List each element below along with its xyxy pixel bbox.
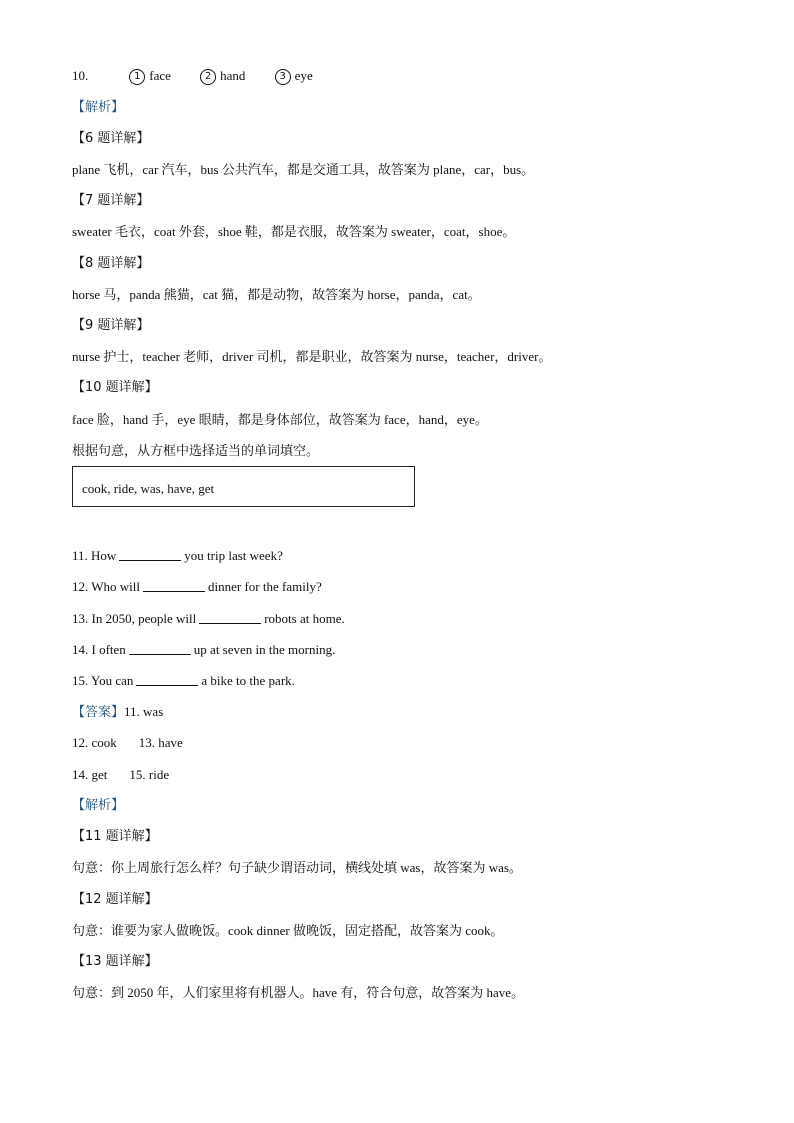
detail-text-10: face 脸，hand 手，eye 眼睛，都是身体部位，故答案为 face，hand，eye。 [72,412,488,427]
detail-text-6: plane 飞机，car 汽车，bus 公共汽车，都是交通工具，故答案为 plane，car，bus。 [72,162,535,177]
q10-option-1-text: face [149,68,171,83]
q10-option-1 [129,67,171,85]
question-13-after: robots at home. [264,611,345,626]
answer-line-2 [72,734,183,752]
question-15-after: a bike to the park. [201,673,295,688]
question-11-before: 11. How [72,548,117,563]
question-12-before: 12. Who will [72,579,141,594]
answer-blank [129,642,191,655]
detail-text-13: 句意：到 2050 年，人们家里将有机器人。have 有，符合句意，故答案为 have。 [72,985,525,1000]
answer-15: 15. ride [129,767,170,782]
q10-option-3 [275,67,313,85]
detail-heading-13: 【13 题详解】 [72,954,158,969]
detail-heading-6: 【6 题详解】 [72,131,150,146]
q10-number: 10. [72,68,89,83]
detail-heading-11: 【11 题详解】 [72,829,158,844]
question-13-before: 13. In 2050, people will [72,611,197,626]
analysis-label-1: 【解析】 [72,100,125,115]
answer-11: 11. was [124,704,164,719]
question-13 [72,610,345,628]
question-12 [72,578,322,596]
question-15-before: 15. You can [72,673,134,688]
analysis-label-2: 【解析】 [72,798,125,813]
circled-number-icon: 3 [275,69,291,85]
answer-label: 【答案】 [72,705,125,720]
answer-14: 14. get [72,767,108,782]
detail-text-8: horse 马，panda 熊猫，cat 猫，都是动物，故答案为 horse，panda，cat。 [72,287,481,302]
question-14 [72,641,335,659]
word-box [72,466,415,507]
question-11 [72,547,283,565]
question-12-after: dinner for the family? [208,579,322,594]
answer-blank [143,579,205,592]
detail-heading-8: 【8 题详解】 [72,256,150,271]
answer-blank [119,548,181,561]
detail-text-7: sweater 毛衣，coat 外套，shoe 鞋，都是衣服，故答案为 sweater，coat，shoe。 [72,224,516,239]
q10-option-2 [200,67,245,85]
answer-13: 13. have [138,735,183,750]
question-11-after: you trip last week? [184,548,283,563]
detail-heading-9: 【9 题详解】 [72,318,150,333]
word-box-text: cook, ride, was, have, get [82,481,215,496]
detail-heading-12: 【12 题详解】 [72,892,158,907]
question-15 [72,672,295,690]
q10-answer-line [72,67,339,85]
q10-option-2-text: hand [220,68,246,83]
detail-text-11: 句意：你上周旅行怎么样？句子缺少谓语动词，横线处填 was，故答案为 was。 [72,860,522,875]
question-14-before: 14. I often [72,642,126,657]
detail-text-9: nurse 护士，teacher 老师，driver 司机，都是职业，故答案为 nurse，teacher，driver。 [72,349,552,364]
detail-heading-7: 【7 题详解】 [72,193,150,208]
circled-number-icon: 1 [129,69,145,85]
answer-12: 12. cook [72,735,117,750]
answer-line-3 [72,766,169,784]
answer-blank [199,611,261,624]
detail-heading-10: 【10 题详解】 [72,380,158,395]
instruction-text: 根据句意，从方框中选择适当的单词填空。 [72,443,320,458]
q10-option-3-text: eye [294,68,313,83]
answer-blank [136,673,198,686]
circled-number-icon: 2 [200,69,216,85]
detail-text-12: 句意：谁要为家人做晚饭。cook dinner 做晚饭，固定搭配，故答案为 cook。 [72,923,504,938]
answer-line-1 [72,703,163,722]
question-14-after: up at seven in the morning. [193,642,336,657]
